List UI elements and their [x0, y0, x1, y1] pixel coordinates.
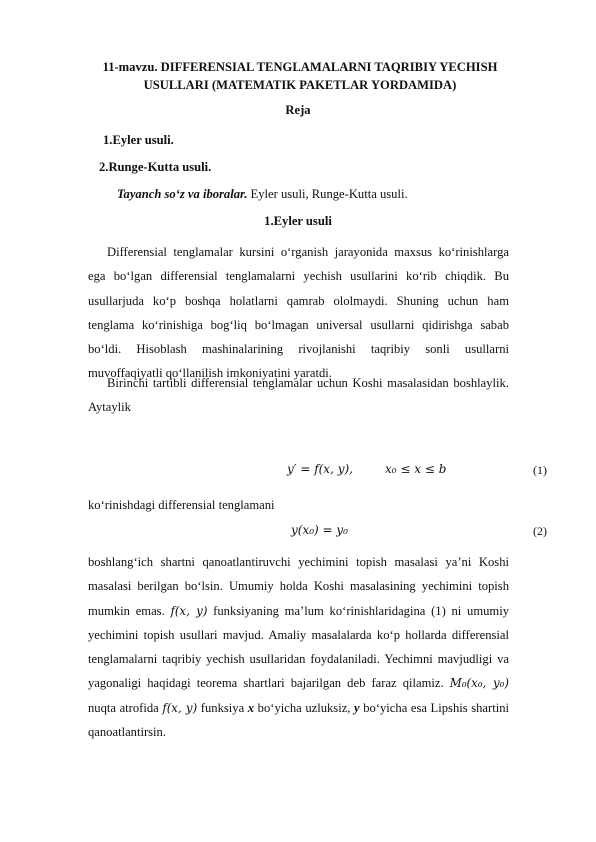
equation-1-number: (1) [533, 463, 547, 477]
paragraph-3-text: ko‘rinishdagi differensial tenglamani [88, 498, 275, 512]
plan-item-2: 2.Runge-Kutta usuli. [99, 160, 212, 174]
page-title [60, 58, 540, 94]
equation-1-left: y′ = f(x, y), [287, 462, 353, 476]
paragraph-4-text-d: funksiya [197, 700, 248, 715]
math-point-m0: M₀(x₀, y₀) [449, 676, 509, 691]
paragraph-4-text-a: boshlang‘ich shartni qanoatlantiruvchi yechimini topish masalasi ya’ni Koshi masalasi berilgan bo‘lsin. Umumiy holda Koshi masalasining yechimini topish mumkin emas. [88, 555, 509, 618]
paragraph-1-text: Differensial tenglamalar kursini o‘rganish jarayonida maxsus ko‘rinishlarga ega bo‘lgan differensial tenglamalarni yechish usullarini ko‘rib chiqdik. Bu usullarjuda ko‘p boshqa holatlarni qamrab ololmaydi. Shuning uchun ham tenglama ko‘rinishiga bog‘liq bo‘lmagan universal usullarni qidirishga sabab bo‘ldi. Hisoblash mashinalarining rivojlanishi taqribiy sonli usullarni muvoffaqiyatli qo‘llanilish imkoniyatini yaratdi. [88, 245, 509, 381]
equation-1-right: x₀ ≤ x ≤ b [385, 462, 447, 476]
paragraph-1 [88, 240, 509, 386]
title-line-2: USULLARI (MATEMATIK PAKETLAR YORDAMIDA) [143, 78, 457, 92]
paragraph-4-text-b: funksiyaning ma’lum ko‘rinishlaridagina (1) ni umumiy yechimini topish usullari mavjud. Amaliy masalalarda ko‘p hollarda differensial tenglamalarni taqribiy yechish usullaridan foydalaniladi. Yechimni mavjudligi va yagonaligi haqidagi teorema shartlari bajarilgan deb faraz qilamiz. [88, 603, 510, 691]
paragraph-2-text: Birinchi tartibli differensial tenglamalar uchun Koshi masalasidan boshlaylik. Aytaylik [88, 376, 509, 415]
section-heading: 1.Eyler usuli [264, 214, 332, 228]
keywords-label: Tayanch so‘z va iboralar. [117, 187, 248, 201]
math-f-xy: f(x, y) [170, 603, 208, 618]
plan-item-1: 1.Eyler usuli. [103, 133, 174, 147]
paragraph-3 [88, 493, 509, 517]
equation-2-number: (2) [533, 524, 547, 538]
plan-heading: Reja [285, 103, 311, 117]
math-x: x [247, 700, 255, 715]
paragraph-4-text-g: bo‘yicha esa Lipshis shartini qanoatlantirsin. [88, 700, 510, 740]
math-y: y [354, 700, 360, 715]
paragraph-4-text-c: nuqta atrofida [88, 700, 163, 715]
paragraph-2 [88, 371, 509, 420]
equation-2: y(x₀) = y₀ [291, 523, 348, 537]
keywords-line [117, 187, 408, 202]
math-f-xy-2: f(x, y) [162, 700, 198, 715]
paragraph-4-text-e: bo‘yicha uzluksiz, [254, 700, 355, 715]
keywords-text: Eyler usuli, Runge-Kutta usuli. [247, 187, 408, 201]
paragraph-4 [88, 550, 509, 744]
title-line-1: 11-mavzu. DIFFERENSIAL TENGLAMALARNI TAQRIBIY YECHISH [102, 60, 498, 74]
